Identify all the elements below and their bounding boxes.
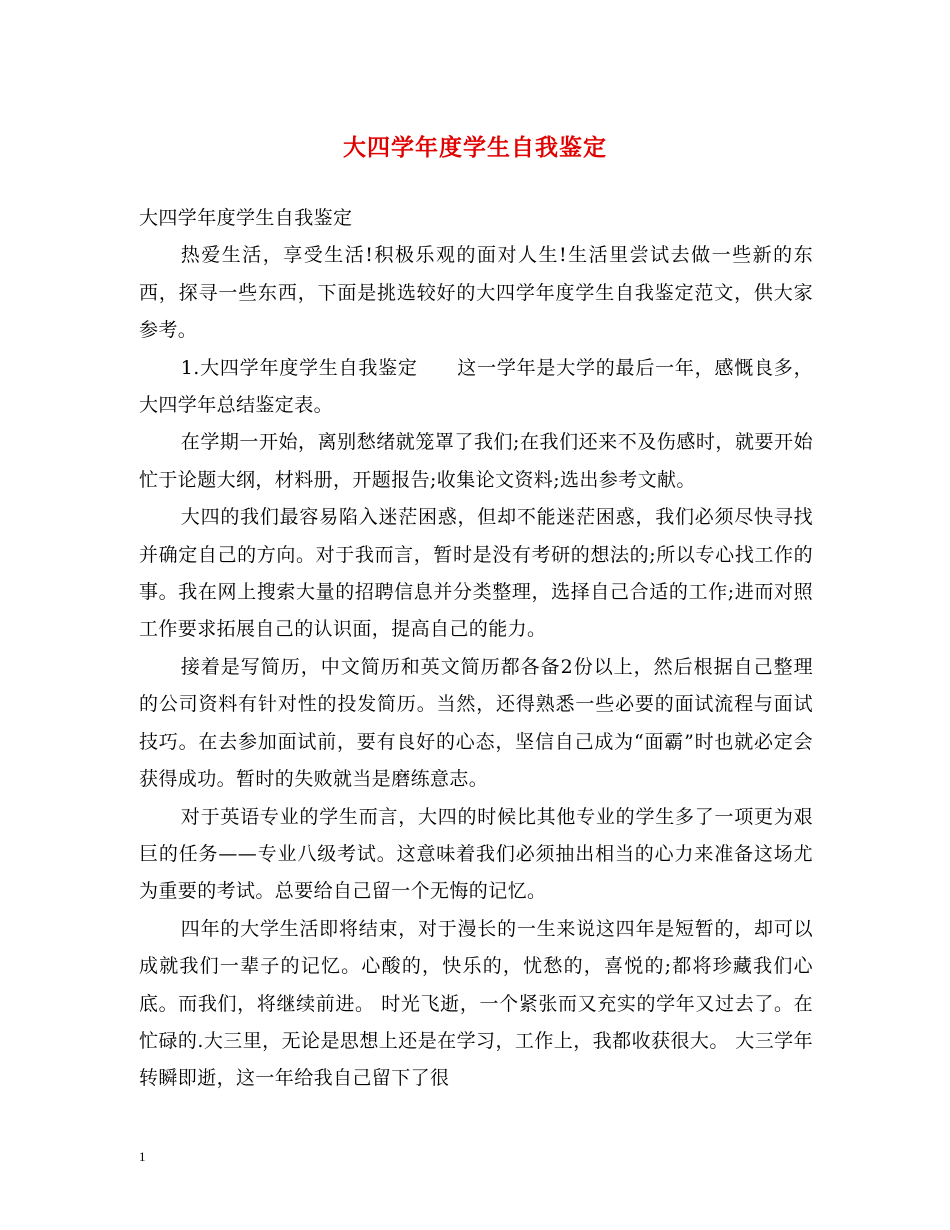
body-paragraph: 在学期一开始，离别愁绪就笼罩了我们;在我们还来不及伤感时，就要开始忙于论题大纲，材料册，开题报告;收集论文资料;选出参考文献。 — [139, 431, 813, 491]
document-body — [139, 200, 813, 1098]
body-paragraph: 对于英语专业的学生而言，大四的时候比其他专业的学生多了一项更为艰巨的任务——专业八级考试。这意味着我们必须抽出相当的心力来准备这场尤为重要的考试。总要给自己留一个无悔的记忆。 — [139, 805, 813, 903]
subtitle-paragraph: 大四学年度学生自我鉴定 — [139, 207, 353, 229]
document-title: 大四学年度学生自我鉴定 — [343, 134, 607, 161]
body-paragraph: 四年的大学生活即将结束，对于漫长的一生来说这四年是短暂的，却可以成就我们一辈子的记忆。心酸的，快乐的，忧愁的，喜悦的;都将珍藏我们心底。而我们，将继续前进。 时光飞逝，一个紧张而又充实的学年又过去了。在忙碌的.大三里，无论是思想上还是在学习，工作上，我都收获很大。 大三学年转瞬即逝，这一年给我自己留下了很 — [139, 917, 813, 1090]
body-paragraph: 大四的我们最容易陷入迷茫困惑，但却不能迷茫困惑，我们必须尽快寻找并确定自己的方向。对于我而言，暂时是没有考研的想法的;所以专心找工作的事。我在网上搜索大量的招聘信息并分类整理，选择自己合适的工作;进而对照工作要求拓展自己的认识面，提高自己的能力。 — [139, 506, 813, 641]
page-number: 1 — [139, 1149, 146, 1164]
body-paragraph: 接着是写简历，中文简历和英文简历都各备2份以上，然后根据自己整理的公司资料有针对性的投发简历。当然，还得熟悉一些必要的面试流程与面试技巧。在去参加面试前，要有良好的心态，坚信自己成为“面霸”时也就必定会获得成功。暂时的失败就当是磨练意志。 — [139, 655, 813, 791]
intro-paragraph: 热爱生活，享受生活!积极乐观的面对人生!生活里尝试去做一些新的东西，探寻一些东西，下面是挑选较好的大四学年度学生自我鉴定范文，供大家参考。 — [139, 244, 813, 342]
section-heading-paragraph: 1.大四学年度学生自我鉴定 这一学年是大学的最后一年，感慨良多，大四学年总结鉴定表。 — [139, 356, 813, 417]
